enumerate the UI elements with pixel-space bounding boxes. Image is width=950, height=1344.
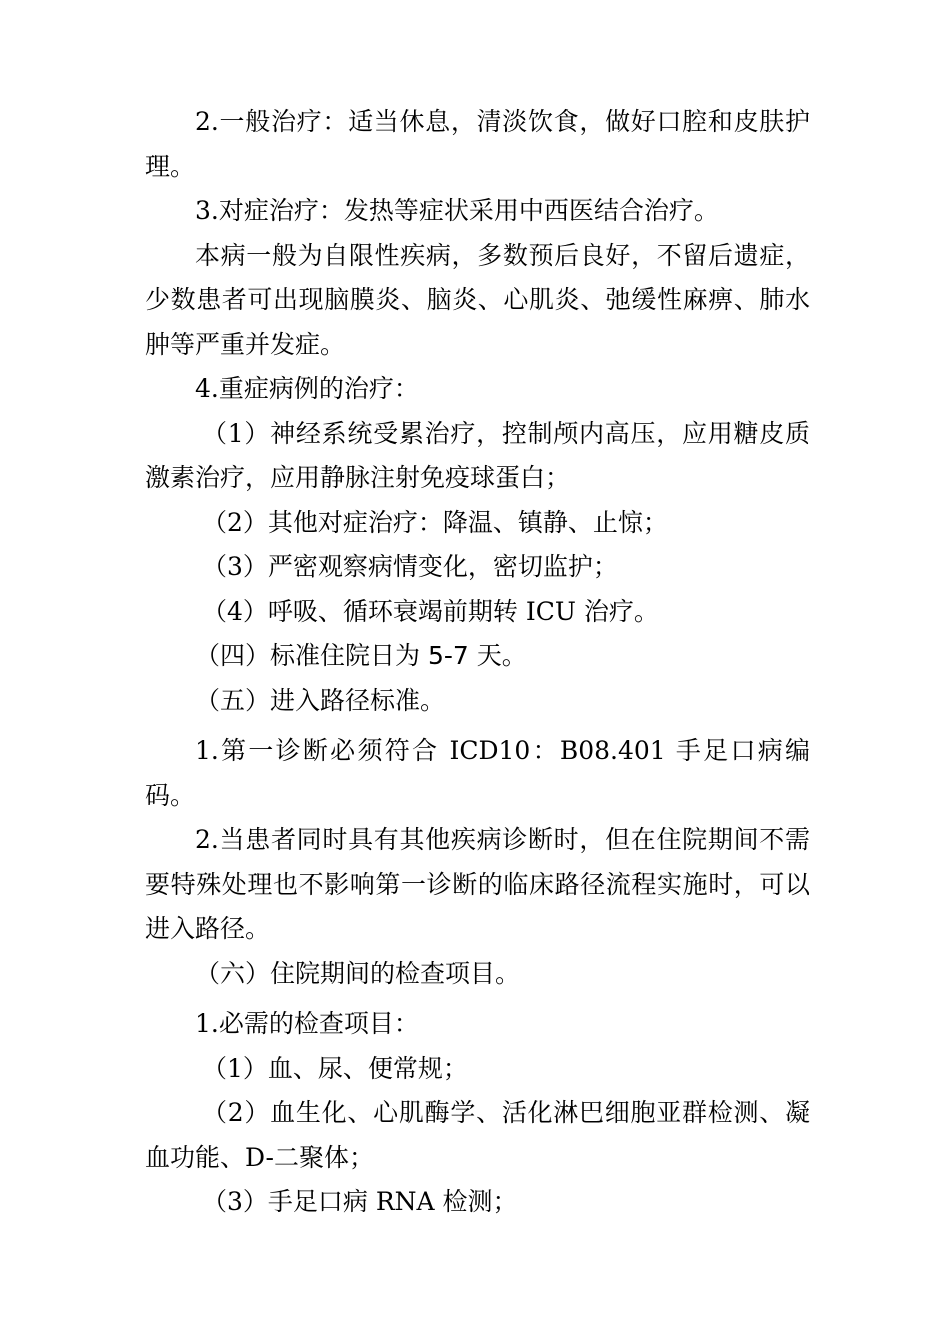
list-item-test-2: （2）血生化、心肌酶学、活化淋巴细胞亚群检测、凝血功能、D-二聚体； <box>145 1098 810 1172</box>
paragraph-prognosis: 本病一般为自限性疾病，多数预后良好，不留后遗症，少数患者可出现脑膜炎、脑炎、心肌炎、弛缓性麻痹、肺水肿等严重并发症。 <box>145 240 810 359</box>
list-item-severe-3: （3）严密观察病情变化，密切监护； <box>202 552 618 581</box>
section-heading-entry-criteria: （五）进入路径标准。 <box>195 685 446 715</box>
paragraph-required-tests: 1.必需的检查项目： <box>195 1009 419 1038</box>
section-heading-hospital-days: （四）标准住院日为 5-7 天。 <box>195 641 527 670</box>
document-body <box>145 100 810 1225</box>
paragraph-general-treatment: 2.一般治疗：适当休息，清淡饮食，做好口腔和皮肤护理。 <box>145 107 810 181</box>
paragraph-first-diagnosis: 1.第一诊断必须符合 ICD10：B08.401 手足口病编码。 <box>145 736 810 810</box>
paragraph-comorbidity: 2.当患者同时具有其他疾病诊断时，但在住院期间不需要特殊处理也不影响第一诊断的临床路径流程实施时，可以进入路径。 <box>145 825 810 943</box>
list-item-test-3: （3）手足口病 RNA 检测； <box>202 1187 518 1216</box>
list-item-test-1: （1）血、尿、便常规； <box>202 1053 468 1083</box>
section-heading-inpatient-tests: （六）住院期间的检查项目。 <box>195 958 521 988</box>
list-item-severe-1: （1）神经系统受累治疗，控制颅内高压，应用糖皮质激素治疗，应用静脉注射免疫球蛋白； <box>145 418 810 492</box>
list-item-severe-4: （4）呼吸、循环衰竭前期转 ICU 治疗。 <box>202 596 659 626</box>
paragraph-symptomatic-treatment: 3.对症治疗：发热等症状采用中西医结合治疗。 <box>195 196 719 225</box>
paragraph-severe-case-treatment: 4.重症病例的治疗： <box>195 374 419 403</box>
list-item-severe-2: （2）其他对症治疗：降温、镇静、止惊； <box>202 507 668 537</box>
